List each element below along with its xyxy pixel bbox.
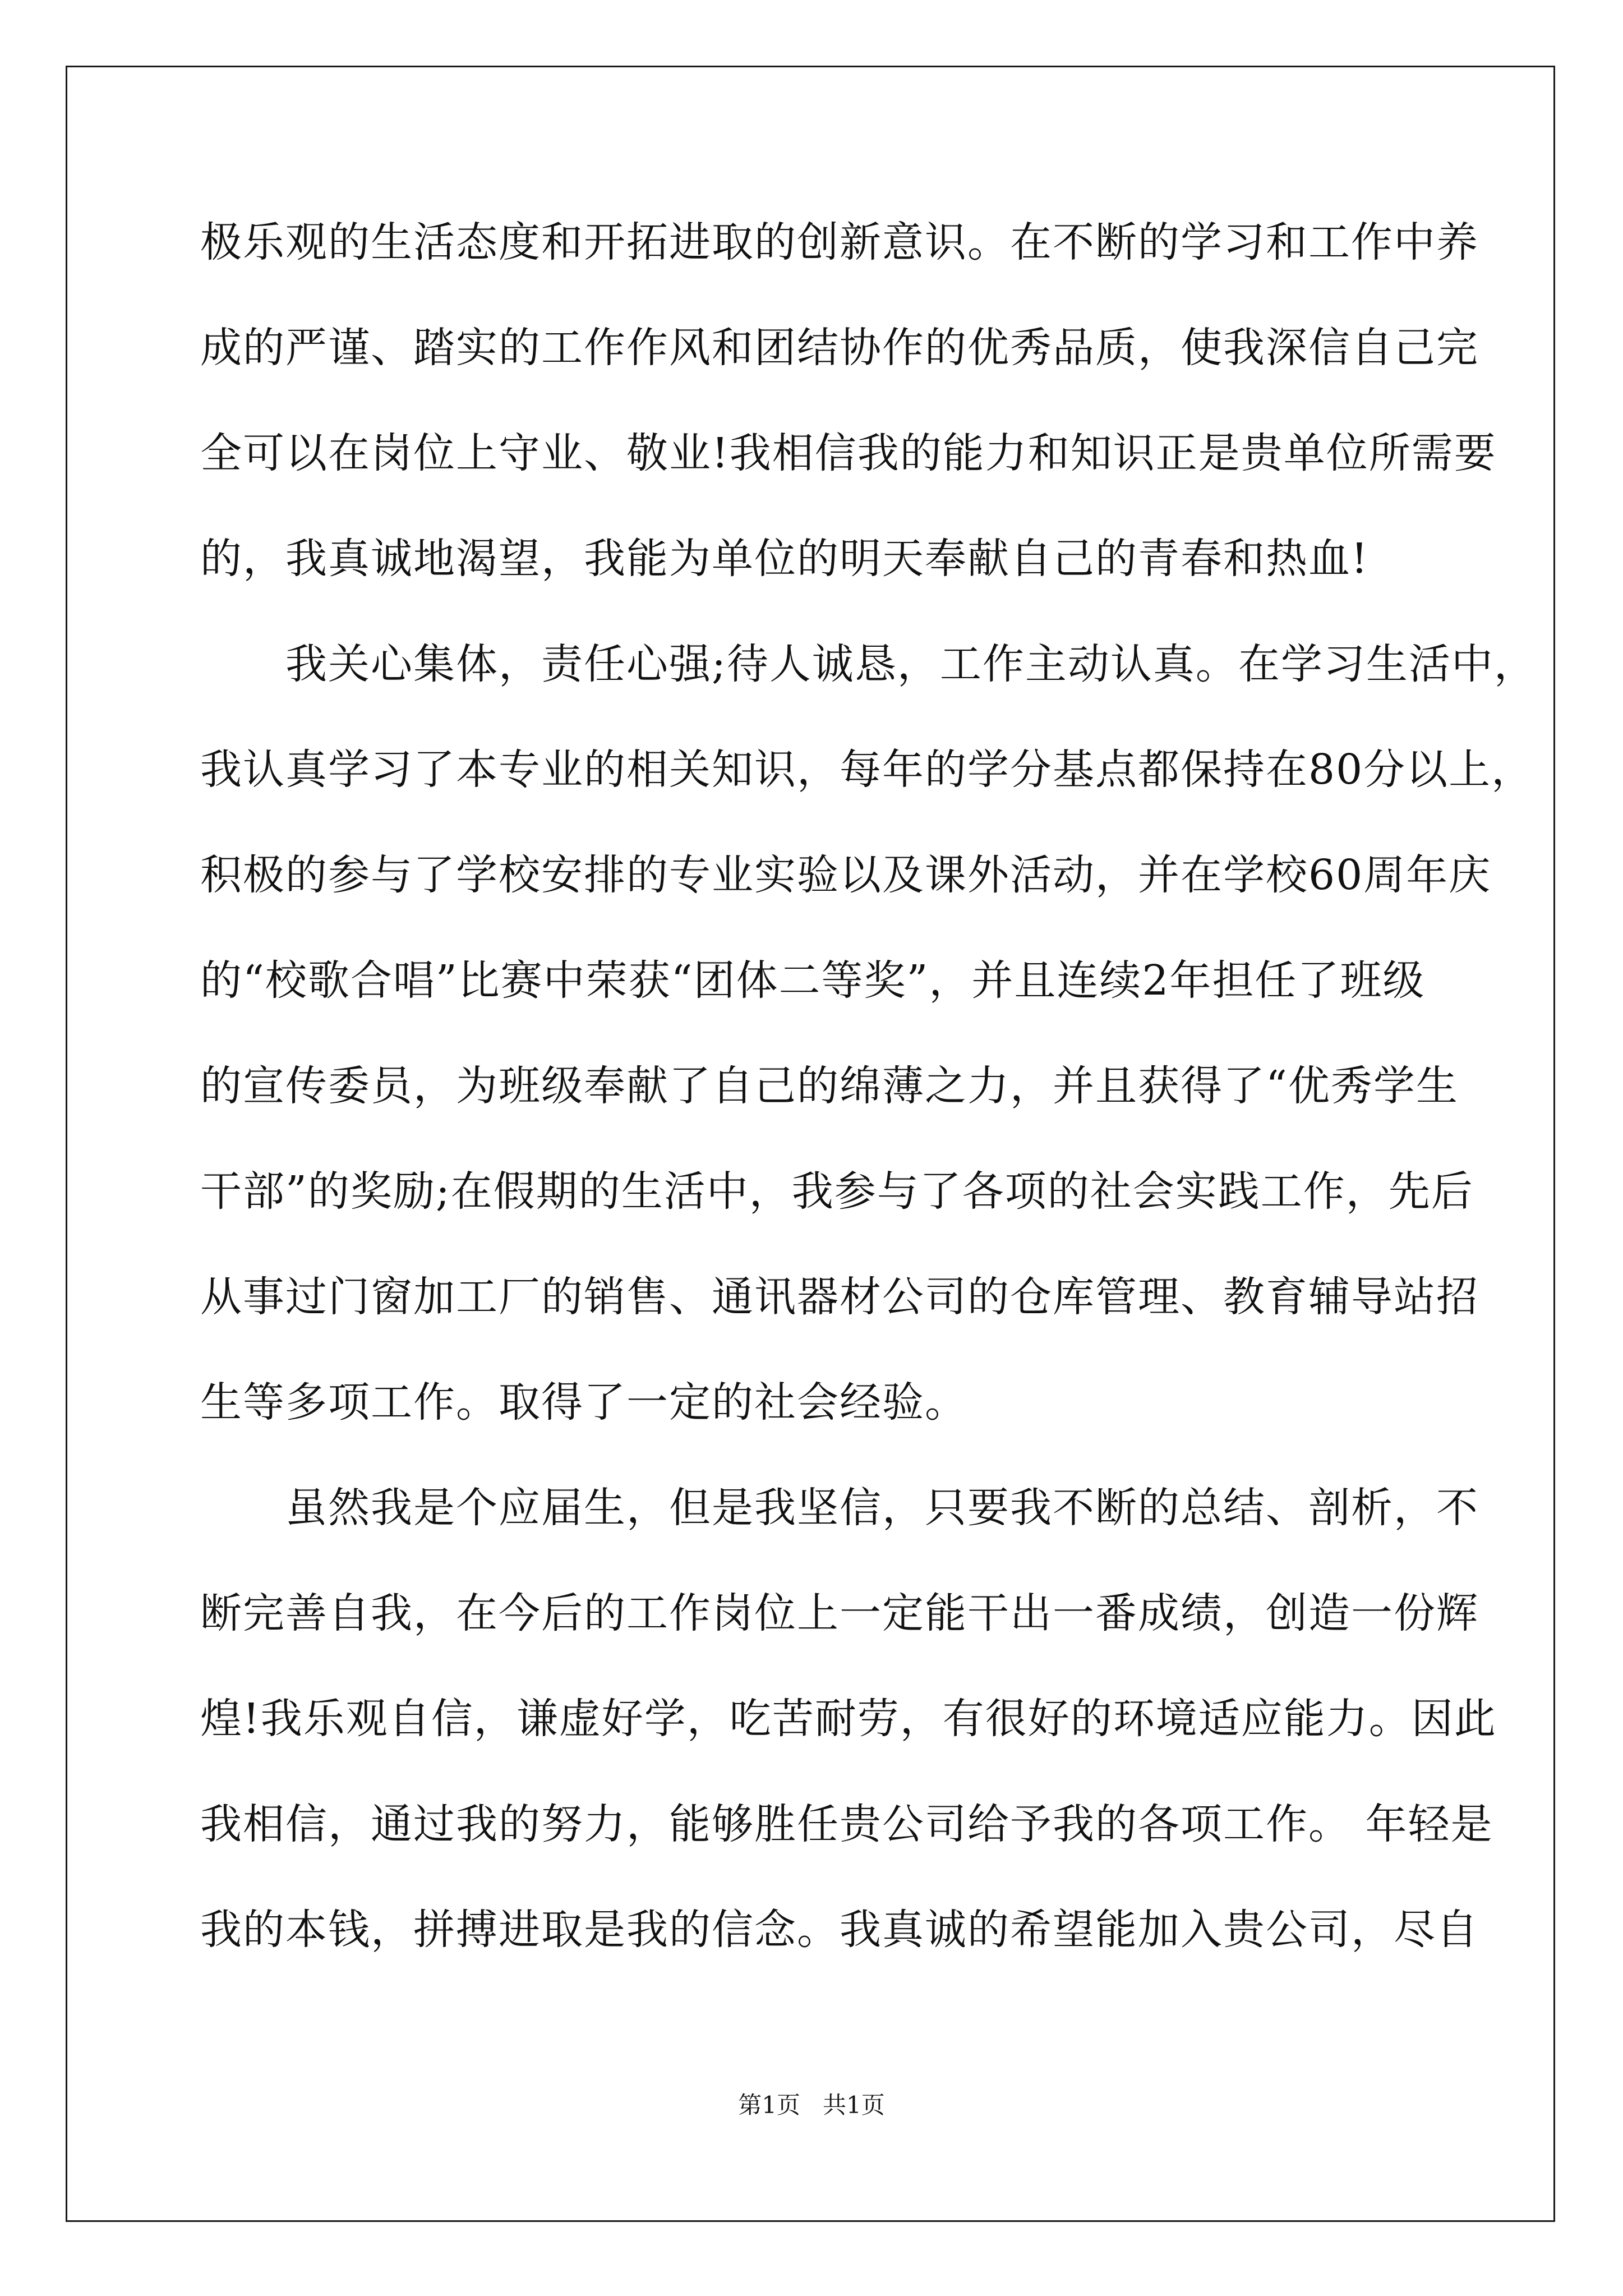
page-footer [0,2087,1623,2120]
text-line: 生等多项工作。取得了一定的社会经验。 [200,1378,967,1427]
text-line: 干部”的奖励;在假期的生活中，我参与了各项的社会实践工作，先后 [200,1167,1474,1216]
text-line: 的宣传委员，为班级奉献了自己的绵薄之力，并且获得了“优秀学生 [200,1062,1459,1110]
document-body [200,216,1537,2009]
text-line: 煌!我乐观自信，谦虚好学，吃苦耐劳，有很好的环境适应能力。因此 [200,1695,1497,1743]
text-line: 我相信，通过我的努力，能够胜任贵公司给予我的各项工作。 年轻是 [200,1800,1493,1848]
text-line: 成的严谨、踏实的工作作风和团结协作的优秀品质，使我深信自己完 [200,324,1479,372]
text-line: 我关心集体，责任心强;待人诚恳，工作主动认真。在学习生活中， [200,640,1537,688]
text-line: 的，我真诚地渴望，我能为单位的明天奉献自己的青春和热血! [200,535,1369,583]
text-line: 全可以在岗位上守业、敬业!我相信我的能力和知识正是贵单位所需要 [200,429,1497,477]
text-line: 极乐观的生活态度和开拓进取的创新意识。在不断的学习和工作中养 [200,218,1479,266]
page-number-total: 共1页 [823,2091,885,2119]
text-line: 我的本钱，拼搏进取是我的信念。我真诚的希望能加入贵公司，尽自 [200,1906,1479,1954]
page-number-current: 第1页 [738,2091,800,2119]
text-line: 断完善自我，在今后的工作岗位上一定能干出一番成绩，创造一份辉 [200,1589,1479,1637]
text-line: 我认真学习了本专业的相关知识，每年的学分基点都保持在80分以上， [200,746,1534,794]
text-line: 从事过门窗加工厂的销售、通讯器材公司的仓库管理、教育辅导站招 [200,1273,1479,1321]
text-line: 的“校歌合唱”比赛中荣获“团体二等奖”，并且连续2年担任了班级 [200,956,1426,1005]
text-line: 虽然我是个应届生，但是我坚信，只要我不断的总结、剖析，不 [200,1484,1479,1532]
text-line: 积极的参与了学校安排的专业实验以及课外活动，并在学校60周年庆 [200,851,1492,899]
